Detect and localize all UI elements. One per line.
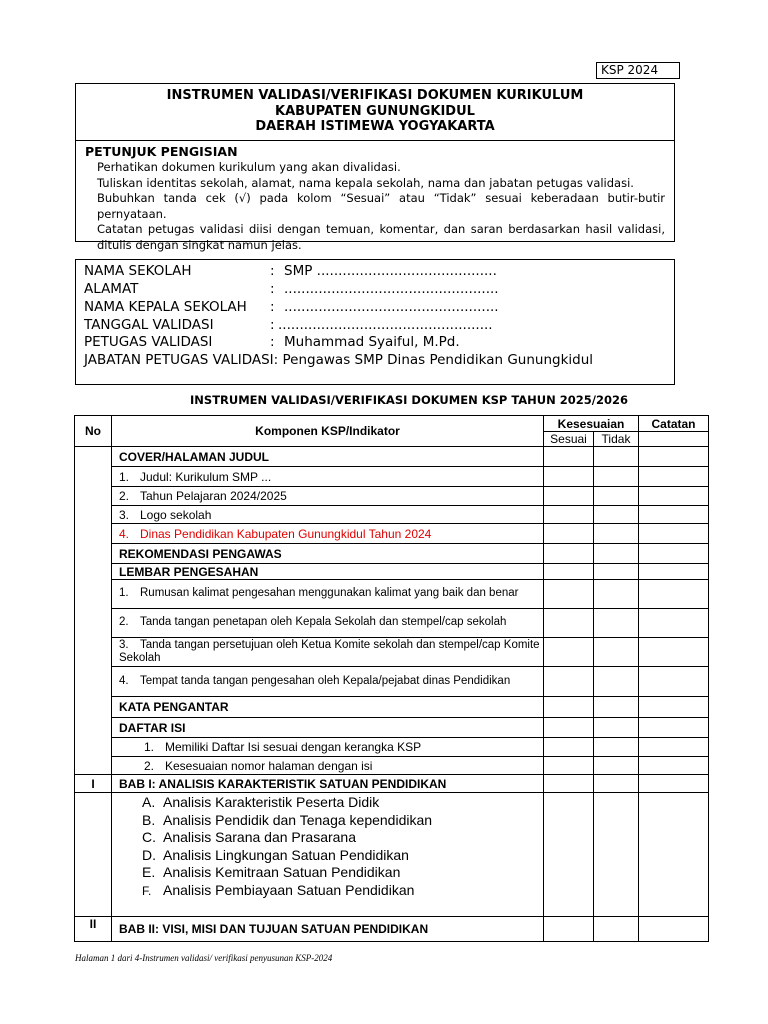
check-no[interactable]: [594, 757, 639, 775]
date-label: TANGGAL VALIDASI: [84, 317, 214, 333]
check-yes[interactable]: [544, 775, 594, 793]
notes-header-blank: [639, 432, 709, 447]
col-no-header: No: [75, 416, 112, 447]
position-label: JABATAN PETUGAS VALIDASI:: [84, 352, 279, 368]
colon: :: [270, 281, 275, 297]
check-no[interactable]: [594, 609, 639, 638]
instructions-heading: PETUNJUK PENGISIAN: [85, 144, 238, 159]
toc-item: 1. Memiliki Daftar Isi sesuai dengan kerangka KSP: [112, 738, 544, 757]
check-yes[interactable]: [544, 718, 594, 738]
document-title: [76, 84, 674, 141]
notes-cell[interactable]: [639, 738, 709, 757]
check-no[interactable]: [594, 775, 639, 793]
check-yes[interactable]: [544, 697, 594, 718]
check-yes[interactable]: [544, 487, 594, 506]
check-yes[interactable]: [544, 564, 594, 580]
address-label: ALAMAT: [84, 281, 139, 297]
bab1-item: F. Analisis Pembiayaan Satuan Pendidikan: [142, 881, 415, 898]
check-yes[interactable]: [544, 544, 594, 564]
cover-item: 3. Logo sekolah: [112, 506, 544, 524]
header-box: [75, 83, 675, 252]
notes-cell[interactable]: [639, 697, 709, 718]
page-footer: Halaman 1 dari 4-Instrumen validasi/ verifikasi penyusunan KSP-2024: [75, 953, 333, 963]
notes-cell[interactable]: [639, 447, 709, 467]
notes-cell[interactable]: [639, 775, 709, 793]
notes-cell[interactable]: [639, 718, 709, 738]
check-yes[interactable]: [544, 917, 594, 942]
document-code: KSP 2024: [596, 62, 680, 79]
check-yes[interactable]: [544, 667, 594, 697]
check-yes[interactable]: [544, 506, 594, 524]
title-line-3: DAERAH ISTIMEWA YOGYAKARTA: [255, 119, 495, 134]
colon: :: [270, 263, 275, 279]
toc-item: 2. Kesesuaian nomor halaman dengan isi: [112, 757, 544, 775]
toc-heading: DAFTAR ISI: [112, 718, 544, 738]
instruction-item: Catatan petugas validasi diisi dengan temuan, komentar, dan saran berdasarkan hasil validasi, ditulis dengan singkat namun jelas.: [97, 222, 665, 252]
instructions: [76, 141, 674, 253]
table-title: INSTRUMEN VALIDASI/VERIFIKASI DOKUMEN KSP TAHUN 2025/2026: [190, 393, 628, 407]
cover-item: 2. Tahun Pelajaran 2024/2025: [112, 487, 544, 506]
colon: :: [270, 334, 275, 350]
notes-cell[interactable]: [639, 917, 709, 942]
notes-cell[interactable]: [639, 638, 709, 667]
bab1-item: A. Analisis Karakteristik Peserta Didik: [142, 794, 380, 810]
notes-cell[interactable]: [639, 506, 709, 524]
title-line-2: KABUPATEN GUNUNGKIDUL: [275, 103, 475, 119]
check-no[interactable]: [594, 467, 639, 487]
bab1-item: C. Analisis Sarana dan Prasarana: [142, 829, 357, 845]
check-no[interactable]: [594, 447, 639, 467]
check-yes[interactable]: [544, 580, 594, 609]
instructions-list: [97, 160, 665, 253]
preface-heading: KATA PENGANTAR: [112, 697, 544, 718]
notes-cell[interactable]: [639, 544, 709, 564]
instruction-item: Tuliskan identitas sekolah, alamat, nama kepala sekolah, nama dan jabatan petugas validasi.: [97, 175, 634, 190]
officer-label: PETUGAS VALIDASI: [84, 334, 213, 350]
instruction-item: Bubuhkan tanda cek (√) pada kolom “Sesuai” atau “Tidak” sesuai keberadaan butir-butir pernyataan.: [97, 191, 665, 221]
school-value[interactable]: SMP ..........................................: [284, 263, 497, 279]
check-yes[interactable]: [544, 793, 594, 917]
check-yes[interactable]: [544, 738, 594, 757]
bab1-item: B. Analisis Pendidik dan Tenaga kependidikan: [142, 811, 433, 828]
check-no[interactable]: [594, 718, 639, 738]
notes-cell[interactable]: [639, 564, 709, 580]
recommendation-heading: REKOMENDASI PENGAWAS: [112, 544, 544, 564]
check-no[interactable]: [594, 524, 639, 544]
check-no[interactable]: [594, 738, 639, 757]
check-yes[interactable]: [544, 524, 594, 544]
notes-cell[interactable]: [639, 580, 709, 609]
check-no[interactable]: [594, 544, 639, 564]
check-yes[interactable]: [544, 638, 594, 667]
approval-item: 2. Tanda tangan penetapan oleh Kepala Sekolah dan stempel/cap sekolah: [112, 609, 544, 638]
colon: :: [270, 317, 275, 333]
check-no[interactable]: [594, 487, 639, 506]
cover-item: 1. Judul: Kurikulum SMP ...: [112, 467, 544, 487]
check-no[interactable]: [594, 506, 639, 524]
check-yes[interactable]: [544, 447, 594, 467]
no-cell: [75, 447, 112, 775]
approval-item: 4. Tempat tanda tangan pengesahan oleh Kepala/pejabat dinas Pendidikan: [112, 667, 544, 697]
col-notes-header: Catatan: [639, 416, 709, 432]
check-yes[interactable]: [544, 467, 594, 487]
position-row: [84, 351, 593, 369]
check-yes[interactable]: [544, 609, 594, 638]
check-yes[interactable]: [544, 757, 594, 775]
notes-cell[interactable]: [639, 524, 709, 544]
title-line-1: INSTRUMEN VALIDASI/VERIFIKASI DOKUMEN KURIKULUM: [166, 88, 584, 103]
instruction-item: Perhatikan dokumen kurikulum yang akan divalidasi.: [97, 160, 401, 174]
notes-cell[interactable]: [639, 757, 709, 775]
bab1-number: I: [75, 775, 112, 793]
col-conformity-header: Kesesuaian: [544, 416, 639, 432]
principal-value[interactable]: ..................................................: [284, 299, 499, 315]
check-no[interactable]: [594, 793, 639, 917]
notes-cell[interactable]: [639, 609, 709, 638]
check-no[interactable]: [594, 564, 639, 580]
address-value[interactable]: ..................................................: [284, 281, 499, 297]
col-no-match-header: Tidak: [594, 432, 639, 447]
school-label: NAMA SEKOLAH: [84, 263, 192, 279]
bab1-item: D. Analisis Lingkungan Satuan Pendidikan: [142, 846, 409, 863]
check-no[interactable]: [594, 697, 639, 718]
principal-label: NAMA KEPALA SEKOLAH: [84, 299, 247, 315]
validation-table: [74, 415, 709, 942]
date-value[interactable]: ..................................................: [278, 317, 493, 333]
bab2-title: BAB II: VISI, MISI DAN TUJUAN SATUAN PENDIDIKAN: [112, 917, 544, 942]
approval-heading: LEMBAR PENGESAHAN: [112, 564, 544, 580]
check-no[interactable]: [594, 580, 639, 609]
approval-item: 1. Rumusan kalimat pengesahan menggunakan kalimat yang baik dan benar: [112, 580, 544, 609]
notes-cell[interactable]: [639, 467, 709, 487]
officer-value: Muhammad Syaiful, M.Pd.: [284, 334, 460, 350]
bab1-item: E. Analisis Kemitraan Satuan Pendidikan: [142, 864, 401, 880]
bab1-title: BAB I: ANALISIS KARAKTERISTIK SATUAN PENDIDIKAN: [112, 775, 544, 793]
check-no[interactable]: [594, 638, 639, 667]
check-no[interactable]: [594, 917, 639, 942]
cover-item-highlight: 4. Dinas Pendidikan Kabupaten Gunungkidul Tahun 2024: [112, 524, 544, 544]
check-no[interactable]: [594, 667, 639, 697]
bab2-number: II: [75, 917, 112, 942]
bab1-items: [112, 793, 544, 917]
cover-heading: COVER/HALAMAN JUDUL: [112, 447, 544, 467]
approval-item: 3. Tanda tangan persetujuan oleh Ketua Komite sekolah dan stempel/cap Komite Sekolah: [112, 638, 544, 667]
notes-cell[interactable]: [639, 793, 709, 917]
notes-cell[interactable]: [639, 667, 709, 697]
bab1-no-blank: [75, 793, 112, 917]
identity-box: [75, 259, 675, 385]
col-component-header: Komponen KSP/Indikator: [112, 416, 544, 447]
notes-cell[interactable]: [639, 487, 709, 506]
position-value: Pengawas SMP Dinas Pendidikan Gunungkidul: [282, 352, 594, 368]
col-yes-header: Sesuai: [544, 432, 594, 447]
colon: :: [270, 299, 275, 315]
